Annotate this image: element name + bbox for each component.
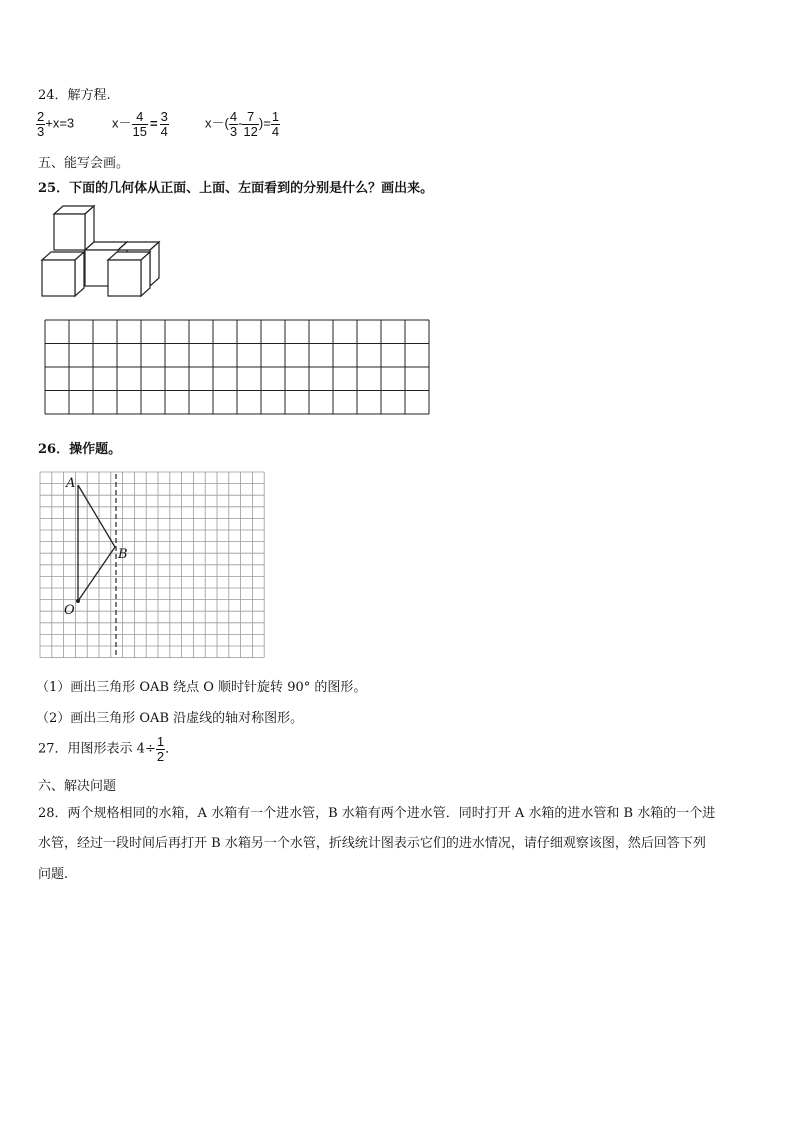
point-o <box>76 599 80 603</box>
fraction: $\frac{4}{15}$ <box>132 109 147 139</box>
fraction: $\frac{7}{12}$ <box>243 109 258 139</box>
q25-title: 25．下面的几何体从正面、上面、左面看到的分别是什么？画出来。 <box>38 181 434 196</box>
fraction: $\frac{1}{4}$ <box>271 109 280 139</box>
fraction: $\frac{1}{2}$ <box>156 734 165 764</box>
q26-task-2: （2）画出三角形 OAB 沿虚线的轴对称图形。 <box>36 711 304 726</box>
label-b: B <box>118 547 128 562</box>
equation-2: x－ $\frac{4}{15}$ = $\frac{3}{4}$ <box>112 109 168 139</box>
triangle-oab <box>78 485 115 601</box>
q28-line-2: 水管，经过一段时间后再打开 B 水箱另一个水管，折线统计图表示它们的进水情况，请仔细观察该图，然后回答下列 <box>38 836 706 851</box>
q24-title: 24．解方程. <box>38 88 111 103</box>
q26-title: 26．操作题。 <box>38 442 122 457</box>
equation-3: x－( $\frac{4}{3}$ - $\frac{7}{12}$ )= $\frac{1}{4}$ <box>205 109 280 139</box>
cube-solid-figure <box>38 204 164 298</box>
q26-task-1: （1）画出三角形 OAB 绕点 O 顺时针旋转 90° 的图形。 <box>36 680 367 695</box>
section-6-heading: 六、解决问题 <box>38 779 117 794</box>
section-5-heading: 五、能写会画。 <box>38 156 130 171</box>
q27: 27．用图形表示 4÷ $\frac{1}{2}$ ． <box>38 734 179 764</box>
triangle-grid-figure <box>38 470 268 660</box>
q28-line-1: 28．两个规格相同的水箱，A 水箱有一个进水管，B 水箱有两个进水管．同时打开 A 水箱的进水管和 B 水箱的一个进 <box>38 806 716 821</box>
answer-grid <box>44 319 432 417</box>
q28-line-3: 问题. <box>38 867 69 882</box>
fraction: $\frac{3}{4}$ <box>160 109 168 139</box>
label-a: A <box>66 476 76 491</box>
label-o: O <box>64 603 75 618</box>
fraction: $\frac{4}{3}$ <box>229 109 238 139</box>
equation-1: $\frac{2}{3}$ +x=3 <box>37 109 75 139</box>
fraction: $\frac{2}{3}$ <box>37 109 45 139</box>
